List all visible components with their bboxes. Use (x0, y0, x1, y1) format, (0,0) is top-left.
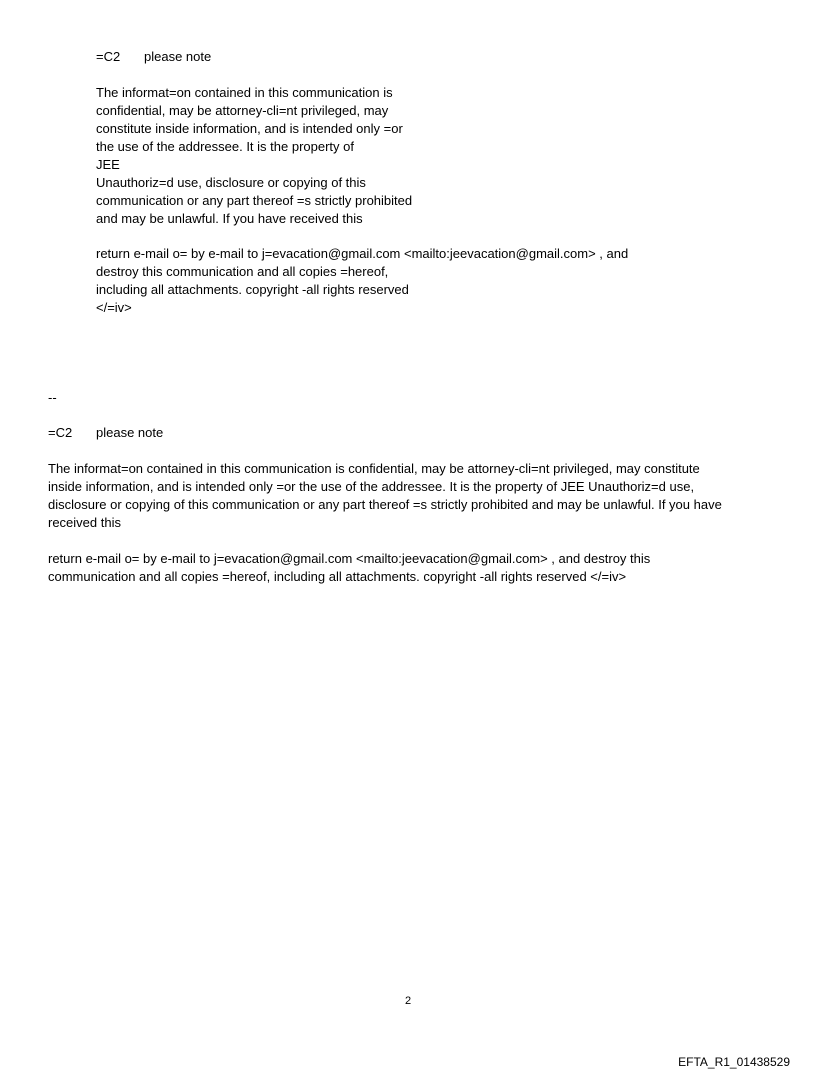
section1-p2-line: </=iv> (96, 300, 132, 315)
section2-note: please note (96, 425, 164, 440)
section2-p2-line: communication and all copies =hereof, including all attachments. copyright -all rights reserved </=iv> (48, 569, 627, 584)
section2-p2-line: return e-mail o= by e-mail to j=evacation@gmail.com <mailto:jeevacation@gmail.com> , and destroy this (48, 551, 651, 566)
section2-p1-line: The informat=on contained in this communication is confidential, may be attorney-cli=nt privileged, may constitute (48, 461, 700, 476)
section1-p1-line: communication or any part thereof =s strictly prohibited (96, 193, 413, 208)
section1-p1-line: and may be unlawful. If you have received this (96, 211, 363, 226)
section1-paragraph2 (96, 245, 628, 317)
section2-heading (48, 424, 163, 442)
section1-p1-line: the use of the addressee. It is the property of (96, 139, 354, 154)
section1-paragraph1 (96, 84, 412, 228)
section1-heading (96, 48, 211, 66)
section2-p1-line: inside information, and is intended only =or the use of the addressee. It is the property of JEE Unauthoriz=d use, (48, 479, 695, 494)
section1-p1-line: JEE (96, 157, 120, 172)
section2-paragraph1 (48, 460, 722, 532)
section2-p1-line: disclosure or copying of this communication or any part thereof =s strictly prohibited and may be unlawful. If you have (48, 497, 722, 512)
section1-note: please note (144, 49, 212, 64)
section1-p1-line: The informat=on contained in this communication is (96, 85, 393, 100)
section1-p2-line: return e-mail o= by e-mail to j=evacation@gmail.com <mailto:jeevacation@gmail.com> , and (96, 246, 629, 261)
section1-p1-line: Unauthoriz=d use, disclosure or copying of this (96, 175, 366, 190)
page-number: 2 (404, 995, 412, 1007)
section2-p1-line: received this (48, 515, 121, 530)
section2-paragraph2 (48, 550, 650, 586)
section1-p2-line: including all attachments. copyright -all rights reserved (96, 282, 409, 297)
section1-code: =C2 (96, 49, 121, 64)
document-id: EFTA_R1_01438529 (678, 1055, 790, 1069)
section1-p2-line: destroy this communication and all copies =hereof, (96, 264, 389, 279)
section1-p1-line: constitute inside information, and is intended only =or (96, 121, 403, 136)
signature-separator: -- (48, 390, 57, 405)
section1-p1-line: confidential, may be attorney-cli=nt privileged, may (96, 103, 389, 118)
section2-code: =C2 (48, 425, 73, 440)
